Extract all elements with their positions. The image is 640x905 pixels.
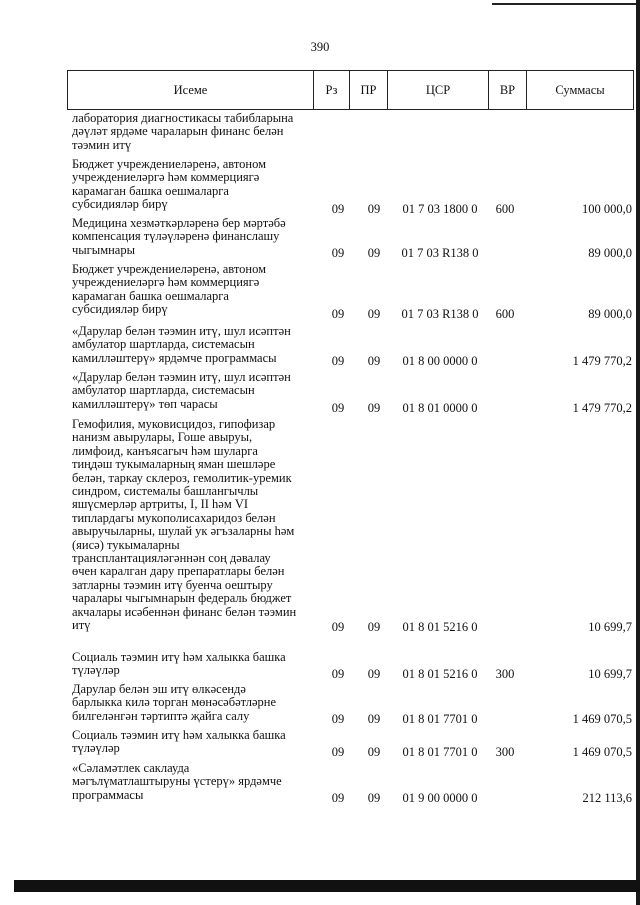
row-rz: 09: [331, 246, 345, 260]
header-csr: ЦСР: [387, 71, 488, 109]
header-pr: ПР: [349, 71, 387, 109]
row-sum: 212 113,6: [582, 791, 632, 805]
row-pr: 09: [367, 712, 381, 726]
scan-bottom-edge: [14, 880, 640, 892]
row-rz: 09: [331, 401, 345, 415]
row-sum: 100 000,0: [582, 202, 632, 216]
scan-right-edge: [636, 0, 640, 905]
row-sum: 89 000,0: [588, 307, 632, 321]
header-sum: Суммасы: [526, 71, 633, 109]
row-sum: 89 000,0: [588, 246, 632, 260]
row-csr: 01 7 03 1800 0: [402, 202, 478, 216]
table-header: [67, 70, 634, 110]
row-name: Социаль тәэмин итү һәм халыкка башка түләүләр: [72, 650, 286, 678]
row-pr: 09: [367, 401, 381, 415]
row-csr: 01 9 00 0000 0: [402, 791, 478, 805]
row-sum: 1 469 070,5: [572, 745, 632, 759]
row-name: лаборатория диагностикасы табибларына дәүләт ярдәме чараларын финанс белән тәэмин итү: [72, 111, 294, 152]
row-name: «Дарулар белән тәэмин итү, шул исәптән амбулатор шартларда, системасын камилләштерү» төп чарасы: [72, 370, 291, 411]
row-csr: 01 7 03 R138 0: [401, 246, 479, 260]
row-rz: 09: [331, 354, 345, 368]
row-rz: 09: [331, 620, 345, 634]
row-csr: 01 7 03 R138 0: [401, 307, 479, 321]
row-pr: 09: [367, 246, 381, 260]
row-name: Социаль тәэмин итү һәм халыкка башка түләүләр: [72, 728, 286, 756]
row-pr: 09: [367, 745, 381, 759]
row-csr: 01 8 01 7701 0: [402, 745, 478, 759]
row-pr: 09: [367, 620, 381, 634]
scan-top-line: [492, 3, 640, 5]
row-name: Бюджет учреждениеләренә, автоном учреждениеләргә һәм коммерциягә карамаган башка оешмаларга субсидияләр бирү: [72, 157, 267, 212]
row-pr: 09: [367, 307, 381, 321]
row-pr: 09: [367, 354, 381, 368]
row-name: Медицина хезмәткәрләренә бер мәртәбә компенсация түләүләренә финанслашу чыгымнары: [72, 216, 286, 257]
row-vr: 300: [495, 745, 515, 759]
row-csr: 01 8 00 0000 0: [402, 354, 478, 368]
row-rz: 09: [331, 745, 345, 759]
row-sum: 1 479 770,2: [572, 401, 632, 415]
row-csr: 01 8 01 5216 0: [402, 620, 478, 634]
row-rz: 09: [331, 791, 345, 805]
row-sum: 1 469 070,5: [572, 712, 632, 726]
row-vr: 600: [495, 307, 515, 321]
row-rz: 09: [331, 667, 345, 681]
row-csr: 01 8 01 0000 0: [402, 401, 478, 415]
header-name: Исеме: [173, 83, 208, 97]
row-name: «Сәламәтлек саклауда мәгълүматлаштыруны үстерү» ярдәмче программасы: [72, 761, 282, 802]
row-rz: 09: [331, 712, 345, 726]
row-rz: 09: [331, 202, 345, 216]
header-vr: ВР: [488, 71, 526, 109]
row-csr: 01 8 01 7701 0: [402, 712, 478, 726]
row-sum: 10 699,7: [588, 620, 632, 634]
row-name: Гемофилия, муковисцидоз, гипофизар нанизм авырулары, Гоше авыруы, лимфоид, канъясагыч һәм шуларга тиңдәш тукымаларның яман шешләре белән, таркау склероз, гемолитик-уремик синдром, системалы башлангычлы яшүсмерләр артриты, I, II һәм VI типлардагы мукополисахаридоз белән авыручыларны, шулай ук әгъзаларны һәм (яисә) тукымаларны трансплантацияләгәннән соң дәвалау өчен каралган дару препаратлары белән затларны тәэмин итү буенча оештыру чаралары чыгымнарын федераль бюджет акчалары исәбеннән финанс белән тәэмин итү: [72, 417, 297, 633]
row-pr: 09: [367, 791, 381, 805]
row-pr: 09: [367, 202, 381, 216]
row-vr: 600: [495, 202, 515, 216]
row-pr: 09: [367, 667, 381, 681]
row-sum: 1 479 770,2: [572, 354, 632, 368]
row-sum: 10 699,7: [588, 667, 632, 681]
row-name: «Дарулар белән тәэмин итү, шул исәптән амбулатор шартларда, системасын камилләштерү» ярдәмче программасы: [72, 324, 291, 365]
row-csr: 01 8 01 5216 0: [402, 667, 478, 681]
row-name: Дарулар белән эш итү өлкәсендә барлыкка килә торган мөнәсәбәтләрне билгеләнгән тәртиптә җайга салу: [72, 682, 277, 723]
row-vr: 300: [495, 667, 515, 681]
row-rz: 09: [331, 307, 345, 321]
page-number: 390: [310, 40, 330, 54]
row-name: Бюджет учреждениеләренә, автоном учреждениеләргә һәм коммерциягә карамаган башка оешмаларга субсидияләр бирү: [72, 262, 267, 317]
header-rz: Рз: [313, 71, 349, 109]
